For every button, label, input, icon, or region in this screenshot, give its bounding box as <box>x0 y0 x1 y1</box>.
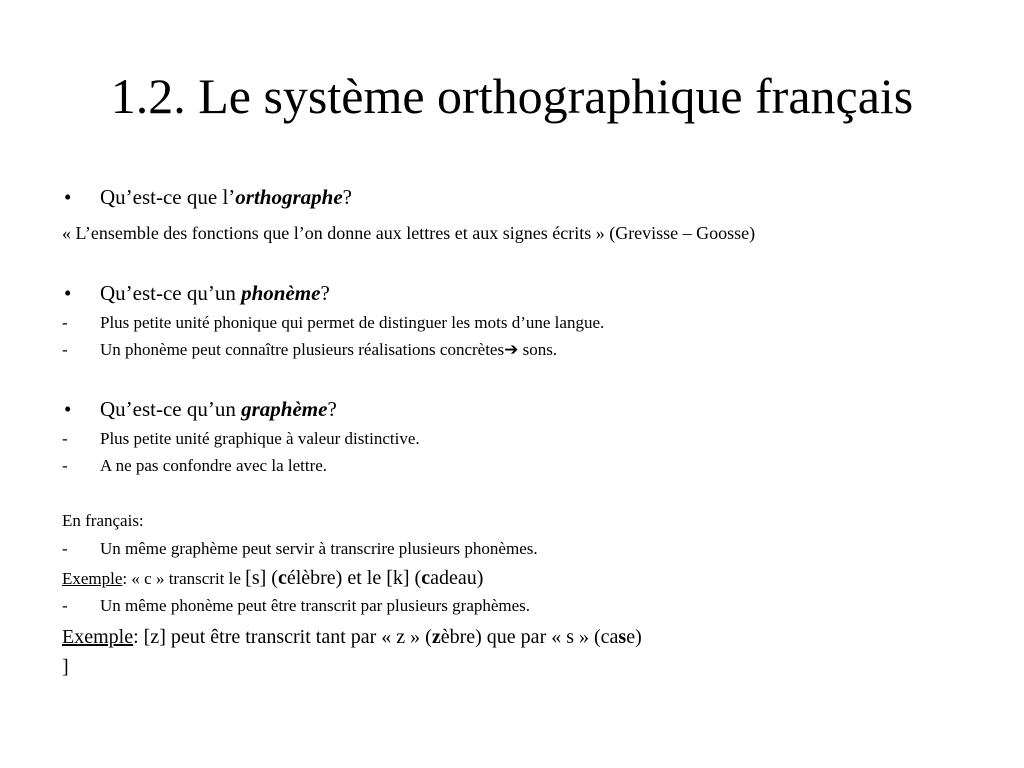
question-suffix: ? <box>342 185 352 209</box>
question-prefix: Qu’est-ce qu’un <box>100 281 242 305</box>
bullet: • <box>64 397 72 421</box>
en-francais-heading: En français: <box>62 511 144 530</box>
phoneme-item-2-text: Un phonème peut connaître plusieurs réalisations concrètes <box>100 340 505 359</box>
slide-title: 1.2. Le système orthographique français <box>110 68 914 124</box>
example-1-bold-c2: c <box>421 567 431 589</box>
example-2-part-b: èbre) que par « s » (ca <box>440 626 619 648</box>
example-2-bold-s: s <box>618 626 627 648</box>
grapheme-item-2: A ne pas confondre avec la lettre. <box>100 456 328 475</box>
question-prefix: Qu’est-ce qu’un <box>100 397 242 421</box>
dash-marker: - <box>62 429 68 448</box>
phoneme-item-2-suffix: sons. <box>518 340 558 359</box>
example-1-bold-c: c <box>277 567 287 589</box>
bullet: • <box>64 281 72 305</box>
term-phoneme: phonème <box>241 281 321 305</box>
example-1-part-b: [s] ( <box>245 567 278 589</box>
phoneme-item-1: Plus petite unité phonique qui permet de distinguer les mots d’une langue. <box>100 313 605 332</box>
example-label: Exemple <box>62 626 134 648</box>
dash-marker: - <box>62 456 68 475</box>
dash-marker: - <box>62 539 68 558</box>
example-1-part-c: élèbre) et le [k] ( <box>286 567 422 589</box>
example-2-part-c: e) <box>626 626 642 648</box>
francais-item-2: Un même phonème peut être transcrit par plusieurs graphèmes. <box>100 596 531 615</box>
example-1 <box>62 565 483 591</box>
grapheme-item-1: Plus petite unité graphique à valeur distinctive. <box>100 429 420 448</box>
bullet: • <box>64 185 72 209</box>
example-1-part-d: adeau) <box>430 567 484 589</box>
example-label: Exemple <box>62 569 123 588</box>
question-grapheme <box>100 396 337 422</box>
question-phoneme <box>100 280 330 306</box>
trailing-bracket: ] <box>62 656 69 678</box>
example-2-part-a: : [z] peut être transcrit tant par « z » ( <box>133 626 432 648</box>
question-suffix: ? <box>320 281 330 305</box>
dash-marker: - <box>62 313 68 332</box>
phoneme-item-2 <box>100 339 557 361</box>
example-2-bold-z: z <box>431 626 441 648</box>
right-arrow-icon: ➔ <box>504 340 519 360</box>
question-prefix: Qu’est-ce que l’ <box>100 185 236 209</box>
dash-marker: - <box>62 596 68 615</box>
example-1-part-a: : « c » transcrit le <box>122 569 246 588</box>
francais-item-1: Un même graphème peut servir à transcrire plusieurs phonèmes. <box>100 539 538 558</box>
question-suffix: ? <box>327 397 337 421</box>
term-orthographe: orthographe <box>235 185 343 209</box>
example-2 <box>62 624 642 650</box>
dash-marker: - <box>62 340 68 359</box>
term-grapheme: graphème <box>241 397 328 421</box>
definition-orthographe: « L’ensemble des fonctions que l’on donne aux lettres et aux signes écrits » (Grevisse – Goosse) <box>62 223 756 243</box>
question-orthographe <box>100 184 352 210</box>
